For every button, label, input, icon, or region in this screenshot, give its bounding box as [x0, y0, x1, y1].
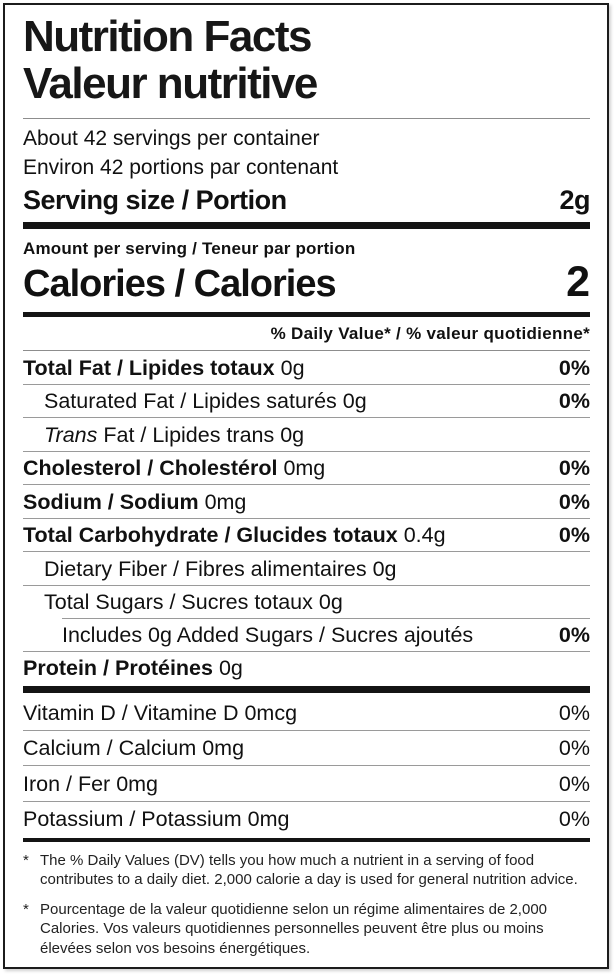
- daily-value-header: % Daily Value* / % valeur quotidienne*: [23, 317, 590, 351]
- dv-added-sugars: 0%: [558, 622, 590, 647]
- dv-total-fat: 0%: [558, 355, 590, 380]
- servings-per-container-en: About 42 servings per container: [23, 127, 320, 150]
- footnote-french: * Pourcentage de la valeur quotidienne selon un régime alimentaires de 2,000 Calories. Vos valeurs quotidiennes personnelles peuvent être plus ou moins élevées selon vos besoins énergétiques.: [23, 900, 548, 957]
- dv-cholesterol: 0%: [558, 456, 590, 480]
- thick-bar-after-serving-size: [23, 222, 590, 229]
- calories-value: 2: [566, 258, 590, 306]
- row-trans-fat: Trans Fat / Lipides trans 0g: [23, 417, 590, 451]
- row-dietary-fiber: Dietary Fiber / Fibres alimentaires 0g: [23, 551, 590, 585]
- row-cholesterol: Cholesterol / Cholestérol 0mg 0%: [23, 451, 590, 485]
- amount-per-serving-label: Amount per serving / Teneur par portion: [23, 239, 356, 258]
- row-sodium: Sodium / Sodium 0mg 0%: [23, 484, 590, 518]
- footnote-asterisk: *: [23, 900, 29, 918]
- micronutrient-rows: [23, 695, 590, 836]
- calories-label: Calories / Calories: [23, 263, 336, 305]
- nutrient-rows: [23, 351, 590, 684]
- row-vitamin-d: Vitamin D / Vitamine D 0mcg 0%: [23, 700, 590, 725]
- dv-vitamin-d: 0%: [558, 700, 590, 725]
- row-calcium: Calcium / Calcium 0mg 0%: [23, 730, 590, 766]
- calories-row: [23, 258, 590, 306]
- row-added-sugars: Includes 0g Added Sugars / Sucres ajoutés 0%: [23, 618, 590, 651]
- row-total-fat: Total Fat / Lipides totaux 0g 0%: [23, 355, 590, 380]
- footnote-english: * The % Daily Values (DV) tells you how much a nutrient in a serving of food contributes to a daily diet. 2,000 calorie a day is used for general nutrition advice.: [23, 851, 578, 888]
- thick-bar-after-protein: [23, 686, 590, 693]
- dv-calcium: 0%: [558, 736, 590, 760]
- servings-per-container-fr: Environ 42 portions par contenant: [23, 156, 339, 179]
- title-french: Valeur nutritive: [23, 59, 317, 108]
- servings-block: [23, 124, 590, 182]
- dv-total-carbohydrate: 0%: [558, 523, 590, 547]
- serving-size-label: Serving size / Portion: [23, 185, 287, 215]
- row-iron: Iron / Fer 0mg 0%: [23, 765, 590, 801]
- footnote-asterisk: *: [23, 851, 29, 869]
- bar-after-micronutrients: [23, 838, 590, 842]
- row-protein: Protein / Protéines 0g: [23, 651, 590, 685]
- nutrition-facts-label: [3, 3, 609, 969]
- title-english: Nutrition Facts: [23, 12, 311, 61]
- rule-under-title: [23, 118, 590, 119]
- dv-iron: 0%: [558, 771, 590, 796]
- row-total-carbohydrate: Total Carbohydrate / Glucides totaux 0.4g 0%: [23, 518, 590, 552]
- serving-size-row: [23, 182, 590, 218]
- dv-sodium: 0%: [558, 489, 590, 514]
- serving-size-value: 2g: [559, 185, 590, 215]
- row-saturated-fat: Saturated Fat / Lipides saturés 0g 0%: [23, 384, 590, 418]
- row-potassium: Potassium / Potassium 0mg 0%: [23, 801, 590, 837]
- dv-potassium: 0%: [558, 807, 590, 831]
- row-total-sugars: Total Sugars / Sucres totaux 0g: [23, 585, 590, 619]
- dv-saturated-fat: 0%: [558, 389, 590, 413]
